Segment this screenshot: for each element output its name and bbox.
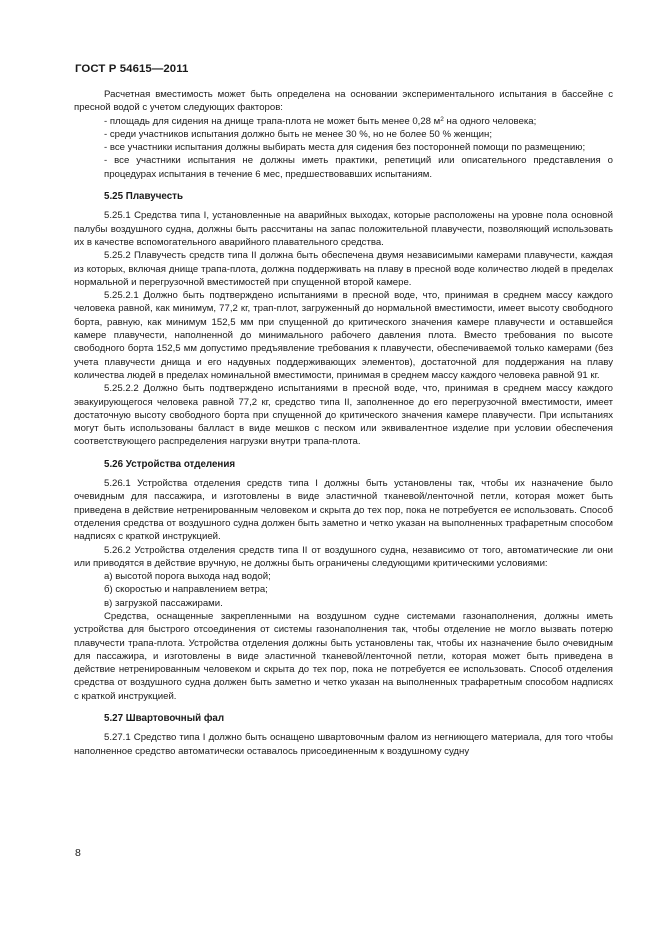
intro-paragraph: Расчетная вместимость может быть определена на основании экспериментального испытания в бассейне с пресной водой с учетом следующих факторов: (74, 89, 613, 114)
intro-bullet-seating: - все участники испытания должны выбирать места для сидения без посторонней помощи по размещению; (104, 142, 586, 154)
section-heading-5-25: 5.25 Плавучесть (104, 191, 184, 203)
paragraph-5-26-2: 5.26.2 Устройства отделения средств типа II от воздушного судна, независимо от того, автоматические ли они или приводятся в действие вручную, не должны быть ограничены следующими критическими условиями: (74, 544, 613, 569)
list-item-c: в) загрузкой пассажирами. (104, 597, 223, 609)
section-heading-5-26: 5.26 Устройства отделения (104, 458, 236, 470)
page-number: 8 (75, 847, 81, 859)
intro-bullet-area-tail: на одного человека; (443, 115, 537, 127)
document-header-title: ГОСТ Р 54615—2011 (75, 63, 189, 75)
paragraph-5-26-gas: Средства, оснащенные закрепленными на воздушном судне системами газонаполнения, должны иметь устройства для быстрого отсоединения от системы газонаполнения так, чтобы отделение не могло вызвать потерю плавучести трапа-плота. Устройства отделения должны быть установлены так, чтобы их назначение было очевидным для пассажира, и изготовлены в виде эластичной тканевой/ленточной петли, которая может быть приведена в действие нетренированным человеком и скрыта до тех пор, пока не потребуется ее использовать. Способ отделения средства от воздушного судна должен быть заметно и четко указан на выполненных трафаретным способом надписях с краткой инструкцией. (74, 610, 613, 702)
paragraph-5-25-1: 5.25.1 Средства типа I, установленные на аварийных выходах, которые расположены на уровне пола основной палубы воздушного судна, должны быть рассчитаны на запас положительной плавучести, позволяющий использовать их в качестве вспомогательного аварийного плавательного средства. (74, 210, 613, 248)
document-body (74, 88, 613, 758)
intro-bullet-area (74, 115, 613, 128)
paragraph-5-27-1: 5.27.1 Средство типа I должно быть оснащено швартовочным фалом из негниющего материала, для того чтобы наполненное средство автоматически оставалось присоединенным к воздушному судну (74, 732, 613, 757)
list-item-b: б) скоростью и направлением ветра; (104, 584, 268, 596)
paragraph-5-25-2-2: 5.25.2.2 Должно быть подтверждено испытаниями в пресной воде, что, принимая в среднем массу каждого эвакуирующегося человека равной 77,2 кг, средство типа II, заполненное до его перегрузочной вместимости, имеет достаточную высоту свободного борта при спущенной до критического значения камере плавучести. При испытаниях могут быть использованы балласт в виде мешков с песком или эквивалентное изделие при условии обеспечения соответствующего распределения нагрузки внутри трапа-плота. (74, 383, 613, 448)
intro-bullet-practice: - все участники испытания не должны иметь практики, репетиций или описательного представления о процедурах испытания в течение 6 мес, предшествовавших испытаниям. (104, 155, 613, 180)
section-heading-5-27: 5.27 Швартовочный фал (104, 713, 225, 725)
intro-bullet-area-text: - площадь для сидения на днище трапа-плота не может быть менее 0,28 м (104, 115, 441, 127)
paragraph-5-26-1: 5.26.1 Устройства отделения средств типа I должны быть установлены так, чтобы их назначение было очевидным для пассажира, и изготовлены в виде эластичной тканевой/ленточной петли, которая может быть приведена в действие нетренированным человеком и скрыта до тех пор, пока не потребуется ее использовать. Способ отделения средства от воздушного судна должен быть заметно и четко указан на выполненных трафаретным способом надписях с краткой инструкцией. (74, 478, 613, 543)
paragraph-5-25-2-1: 5.25.2.1 Должно быть подтверждено испытаниями в пресной воде, что, принимая в среднем массу каждого человека равной, как минимум, 77,2 кг, трап-плот, загруженный до нормальной вместимости, имеет высоту свободного борта, равную, как минимум 152,5 мм при спущенной до критического значения камере плавучести и оставшейся камере плавучести, наполненной до минимального рабочего давления плота. Вместо требования по высоте свободного борта 152,5 мм допустимо предъявление требования к плавучести, обеспечиваемой только камерами (без учета плавучести днища и его надувных поддерживающих элементов), достаточной для поддержания на плаву количества людей в пределах номинальной вместимости, принимая в среднем массу каждого человека равной 91 кг. (74, 290, 613, 381)
unit-superscript: 2 (440, 115, 444, 123)
paragraph-5-25-2: 5.25.2 Плавучесть средств типа II должна быть обеспечена двумя независимыми камерами плавучести, каждая из которых, включая днище трапа-плота, должна поддерживать на плаву в пресной воде количество людей в пределах нормальной и перегрузочной вместимостей при спущенной второй камере. (74, 250, 613, 288)
list-item-a: а) высотой порога выхода над водой; (104, 571, 271, 583)
intro-bullet-women: - среди участников испытания должно быть не менее 30 %, но не более 50 % женщин; (104, 128, 493, 140)
